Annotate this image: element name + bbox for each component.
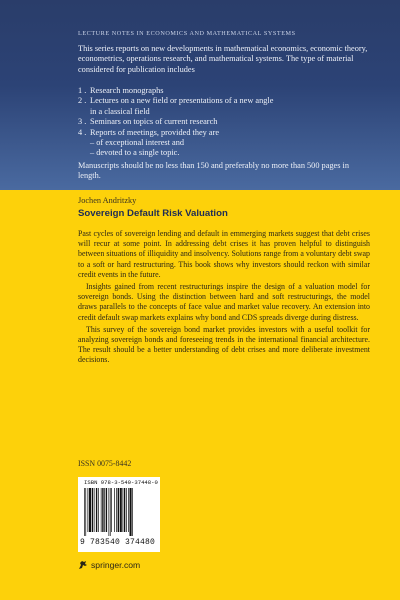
barcode-bar (92, 488, 93, 532)
springer-horse-icon (78, 560, 88, 570)
list-item-text: Lectures on a new field or presentations of a new angle (90, 96, 274, 106)
publisher-logo (78, 560, 140, 570)
list-item-text: Reports of meetings, provided they are (90, 127, 220, 137)
book-blurb (78, 229, 370, 366)
barcode-bar (101, 488, 102, 532)
list-item-number: 2 . (78, 96, 87, 106)
list-item-number: 1 . (78, 86, 87, 95)
list-item-number: 4 . (78, 127, 87, 137)
barcode-bar (123, 488, 124, 532)
list-item-continuation: in a classical field (90, 106, 150, 116)
barcode-bar (98, 488, 99, 532)
isbn-number: ISBN 978-3-540-37448-0 (84, 479, 158, 486)
barcode-bar (111, 488, 112, 532)
sub-list-item: – of exceptional interest and (90, 138, 184, 148)
barcode-panel (78, 477, 160, 552)
barcode-bar (126, 488, 127, 532)
barcode-bar (106, 488, 107, 532)
list-item-text: Seminars on topics of current research (90, 117, 218, 127)
list-item (78, 86, 370, 96)
barcode-bar (110, 488, 111, 536)
book-title: Sovereign Default Risk Valuation (78, 208, 228, 219)
barcode-bar (109, 488, 110, 536)
series-band (0, 0, 400, 190)
barcode-bar (96, 488, 97, 532)
ean-number: 9 783540 374480 (80, 538, 156, 547)
publication-types-list (78, 86, 370, 159)
issn-number: ISSN 0075-8442 (78, 459, 132, 468)
barcode-bar (116, 488, 117, 532)
list-item (78, 96, 370, 106)
author-name: Jochen Andritzky (78, 196, 137, 205)
barcode-bar (104, 488, 105, 532)
barcode (84, 488, 154, 536)
blurb-paragraph: This survey of the sovereign bond market provides investors with a useful toolkit for analyzing sovereign bonds and foreseeing trends in the international financial architecture. The result should be a better understanding of debt crises and more deliberate investment decisions. (78, 324, 370, 365)
barcode-bar (124, 488, 125, 532)
barcode-bar (102, 488, 103, 532)
barcode-bar (130, 488, 132, 536)
list-item (78, 128, 370, 138)
blurb-paragraph: Past cycles of sovereign lending and default in emmerging markets suggest that debt crises will recur at some point. In addressing debt crises it has proven helpful to distinguish between situations of illiquidity and insolvency. Solutions range from a voluntary debt swap to a soft or hard restructuring. This book shows why investors should reckon with similar credit events in the future. (78, 229, 370, 279)
list-item-number: 3 . (78, 117, 87, 127)
manuscript-length-note: Manuscripts should be no less than 150 and preferably no more than 500 pages in length. (78, 161, 349, 181)
barcode-bar (114, 488, 115, 532)
barcode-bar (84, 488, 85, 536)
barcode-bar (120, 488, 122, 532)
list-item-text: Research monographs (90, 86, 164, 95)
series-title: LECTURE NOTES IN ECONOMICS AND MATHEMATICAL SYSTEMS (78, 30, 296, 37)
barcode-bar (132, 488, 133, 536)
barcode-bar (128, 488, 129, 532)
barcode-bar (89, 488, 91, 532)
barcode-bar (118, 488, 119, 532)
blurb-paragraph: Insights gained from recent restructurings inspire the design of a valuation model for sovereign bonds. Using the distinction between hard and soft restructurings, the model draws parallels to the concepts of face value and market value recovery. An extension into credit default swap markets explains why bond and CDS spreads diverge during distress. (78, 282, 370, 322)
sub-list-item: – devoted to a single topic. (90, 148, 180, 158)
series-description: This series reports on new developments in mathematical economics, economic theory, econometrics, operations research, and mathematical systems. The type of material considered for publication includes (78, 44, 368, 74)
barcode-bar (85, 488, 86, 536)
barcode-bar (88, 488, 89, 532)
barcode-bar (94, 488, 95, 532)
list-item (78, 117, 370, 127)
publisher-url: springer.com (91, 560, 141, 570)
